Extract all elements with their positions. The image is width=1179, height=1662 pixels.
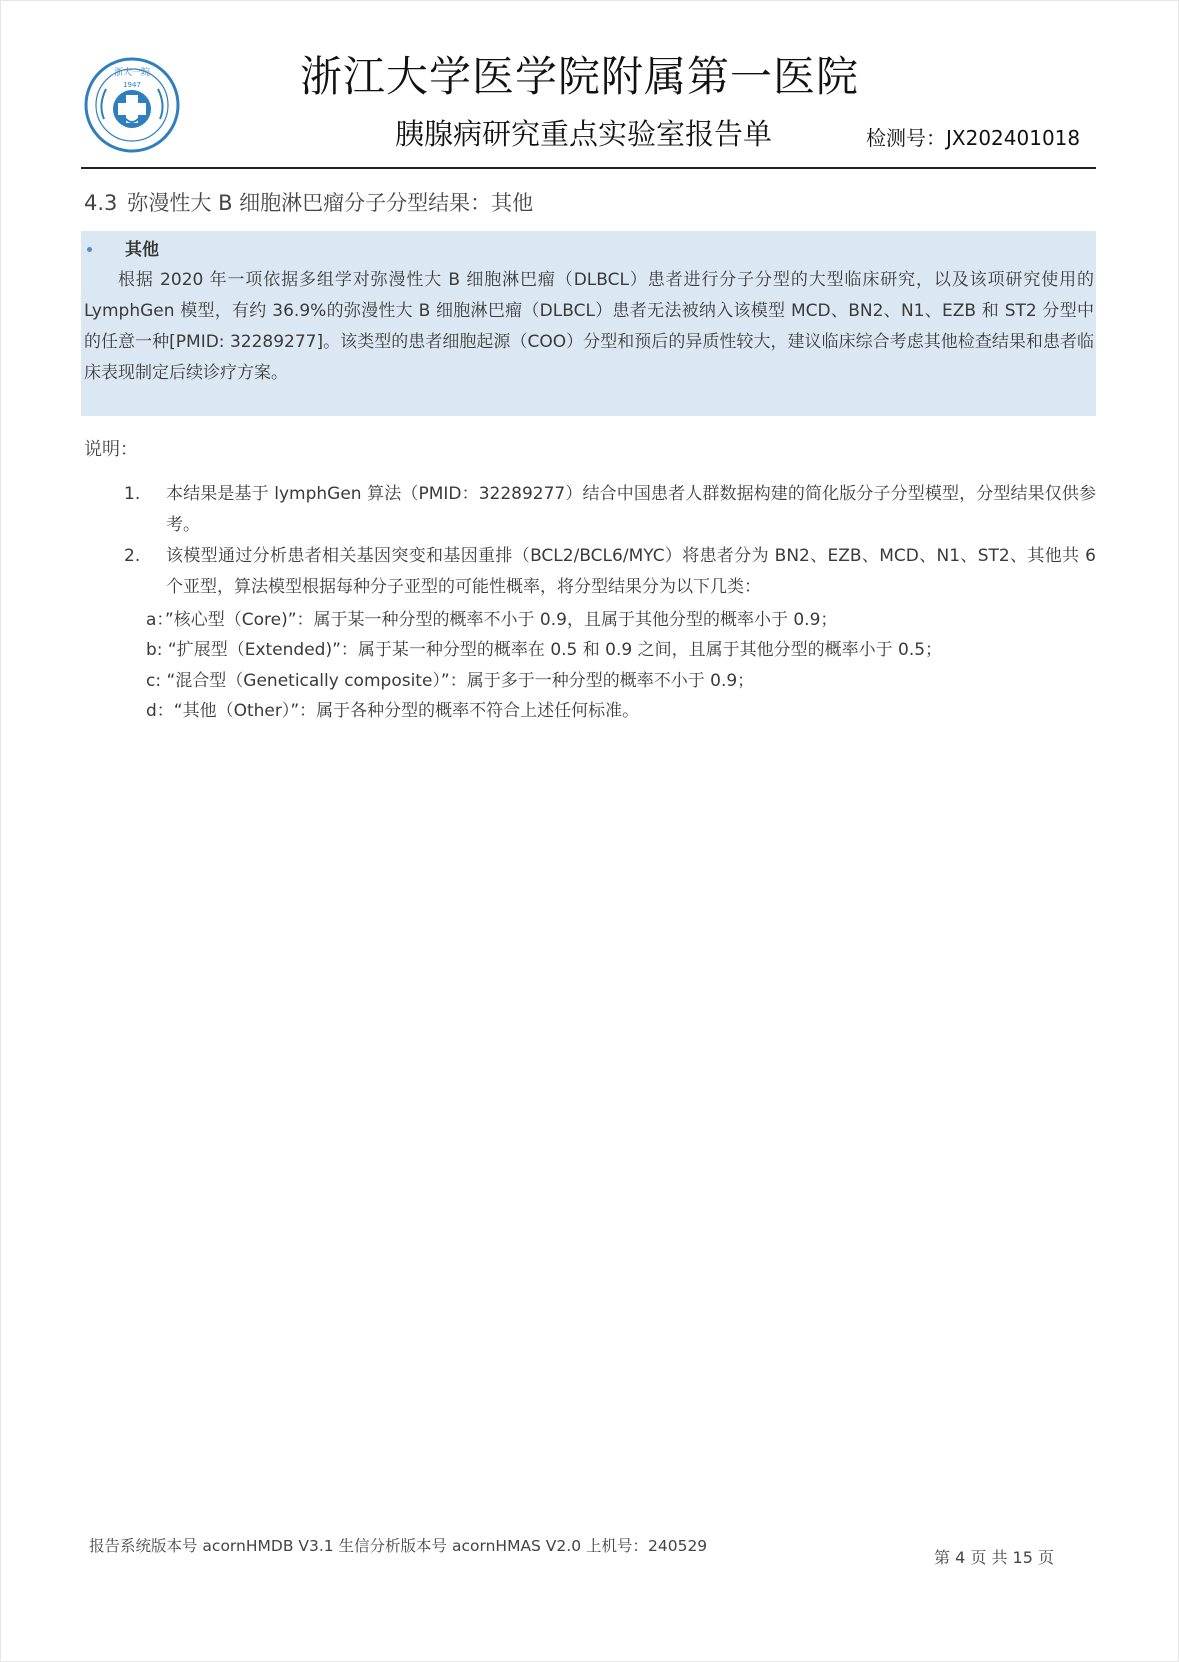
note-index: 1.: [124, 484, 141, 504]
section-title: 弥漫性大 B 细胞淋巴瘤分子分型结果：其他: [127, 191, 534, 215]
result-title: 其他: [125, 240, 159, 260]
note-sub-item: a：”核心型（Core)”：属于某一种分型的概率不小于 0.9，且属于其他分型的概率小于 0.9；: [146, 610, 838, 630]
bullet-icon: [87, 247, 92, 252]
note-sub-item: b: “扩展型（Extended)”：属于某一种分型的概率在 0.5 和 0.9 之间，且属于其他分型的概率小于 0.5；: [146, 640, 943, 660]
notes-label: 说明：: [84, 439, 138, 460]
seal-text: 浙大一院: [113, 68, 151, 78]
report-id-label: 检测号：: [866, 126, 946, 150]
note-item: [124, 479, 1096, 541]
footer-page-number: 第 4 页 共 15 页: [934, 1548, 1054, 1567]
report-id-value: JX202401018: [946, 126, 1081, 150]
footer-system-info: 报告系统版本号 acornHMDB V3.1 生信分析版本号 acornHMAS V2.0 上机号：240529: [89, 1537, 708, 1555]
note-sub-item: d：“其他（Other）”：属于各种分型的概率不符合上述任何标准。: [146, 701, 640, 721]
result-panel: [81, 231, 1096, 416]
report-id: [866, 124, 1080, 152]
note-index: 2.: [124, 546, 141, 566]
hospital-name: 浙江大学医学院附属第一医院: [300, 52, 860, 101]
note-text: 本结果是基于 lymphGen 算法（PMID：32289277）结合中国患者人群数据构建的简化版分子分型模型，分型结果仅供参考。: [166, 484, 1096, 535]
header-divider: [81, 167, 1096, 169]
note-text: 该模型通过分析患者相关基因突变和基因重排（BCL2/BCL6/MYC）将患者分为 BN2、EZB、MCD、N1、ST2、其他共 6 个亚型，算法模型根据每种分子亚型的可能性概率，将分型结果分为以下几类：: [166, 546, 1096, 597]
note-item: [124, 541, 1096, 603]
note-sub-item: c: “混合型（Genetically composite）”：属于多于一种分型的概率不小于 0.9；: [146, 671, 755, 691]
hospital-seal-icon: [84, 57, 180, 153]
seal-year: 1947: [123, 81, 141, 89]
result-description: 根据 2020 年一项依据多组学对弥漫性大 B 细胞淋巴瘤（DLBCL）患者进行分子分型的大型临床研究，以及该项研究使用的 LymphGen 模型，有约 36.9%的弥漫性大 B 细胞淋巴瘤（DLBCL）患者无法被纳入该模型 MCD、BN2、N1、EZB 和 ST2 分型中的任意一种[PMID: 32289277]。该类型的患者细胞起源（COO）分型和预后的异质性较大，建议临床综合考虑其他检查结果和患者临床表现制定后续诊疗方案。: [84, 270, 1094, 383]
section-heading: [84, 188, 533, 218]
section-number: 4.3: [84, 191, 118, 215]
lab-name: 胰腺病研究重点实验室报告单: [395, 117, 773, 151]
